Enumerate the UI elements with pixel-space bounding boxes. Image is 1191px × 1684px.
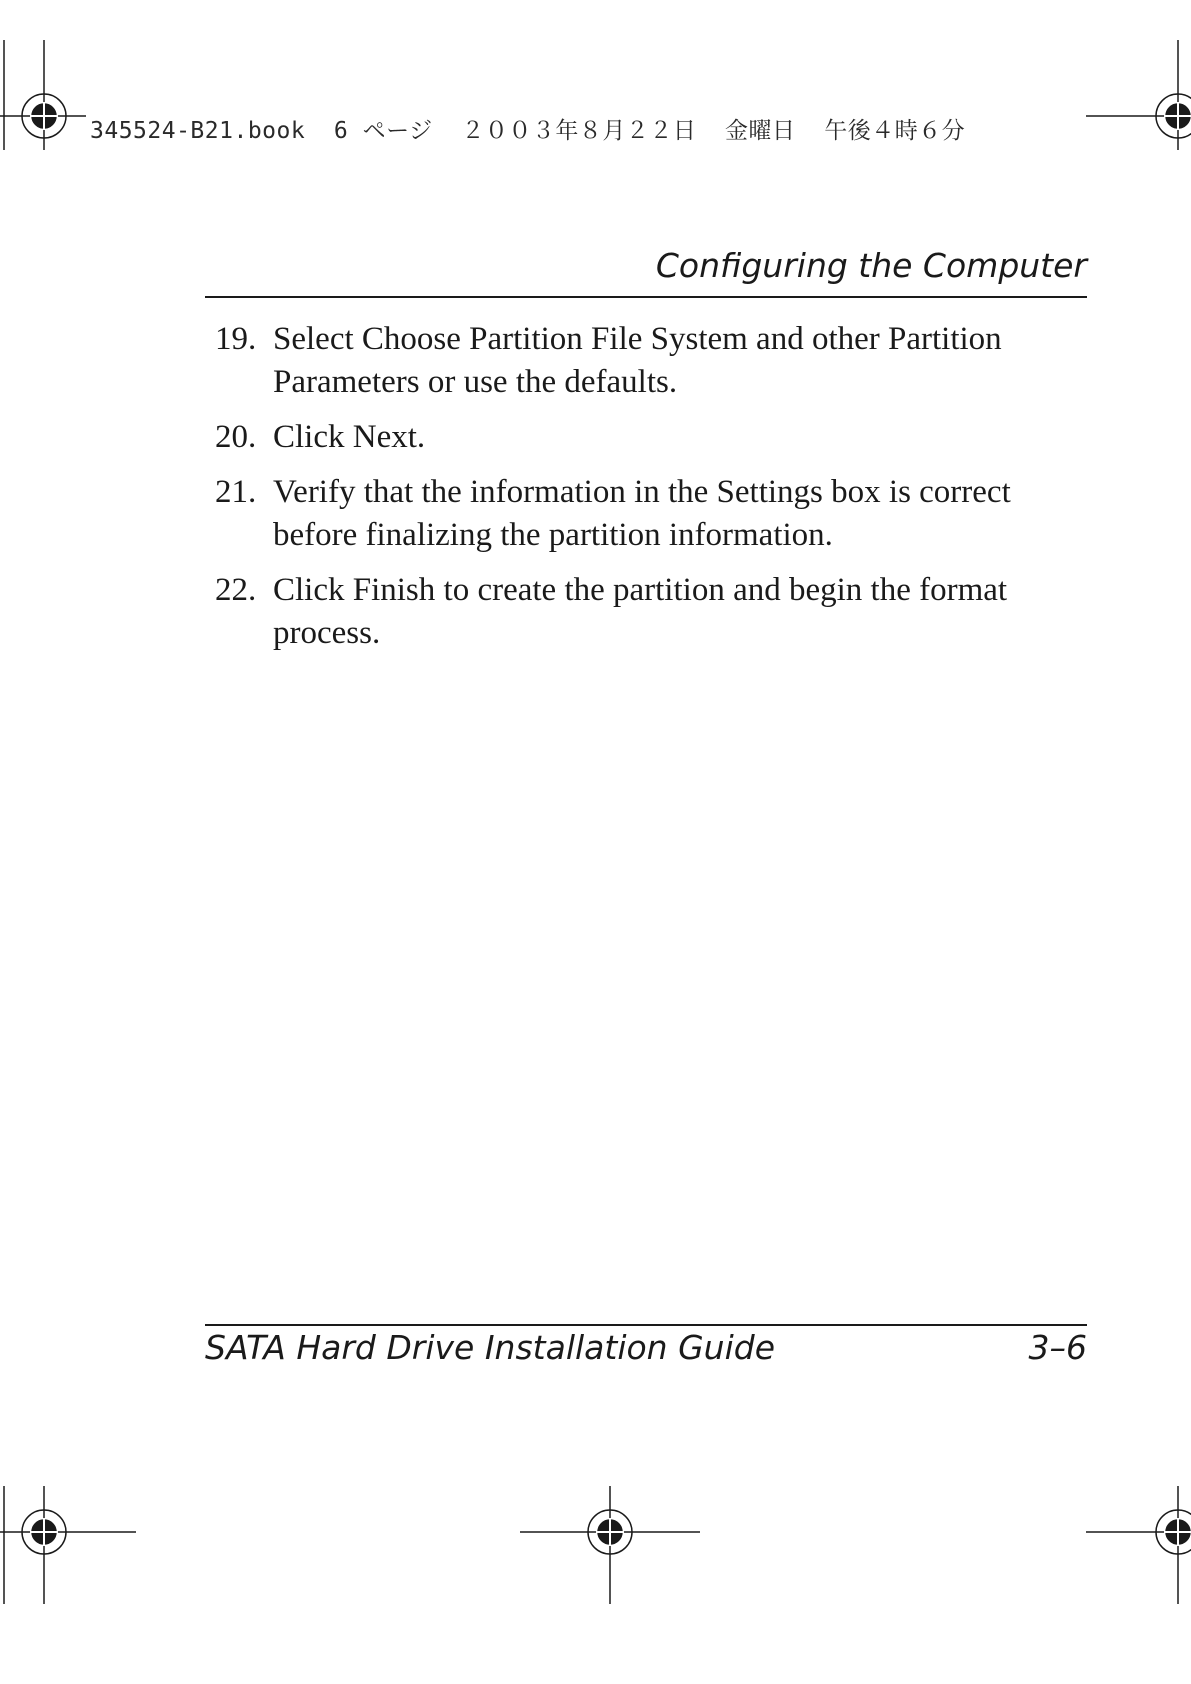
step-text: Select Choose Partition File System and other Partition Parameters or use the defaults. bbox=[273, 321, 1002, 400]
registration-mark-icon-top-right bbox=[1086, 40, 1191, 150]
step-text: Verify that the information in the Settings box is correct before finalizing the partition information. bbox=[273, 474, 1011, 553]
step-number: 21. bbox=[215, 474, 257, 510]
step-text: Click Finish to create the partition and begin the format process. bbox=[273, 572, 1008, 651]
list-item-step-21 bbox=[205, 471, 1065, 557]
step-text: Click Next. bbox=[273, 419, 426, 455]
running-head: Configuring the Computer bbox=[655, 246, 1087, 285]
step-list bbox=[205, 318, 1065, 667]
footer-rule bbox=[205, 1324, 1087, 1326]
list-item-step-22 bbox=[205, 569, 1065, 655]
registration-mark-icon-bottom-center bbox=[520, 1486, 700, 1604]
registration-mark-icon-top-left bbox=[0, 40, 86, 150]
step-number: 20. bbox=[215, 419, 257, 455]
list-item-step-19 bbox=[205, 318, 1065, 404]
registration-mark-icon-bottom-left bbox=[0, 1486, 136, 1604]
step-number: 19. bbox=[215, 321, 257, 357]
list-item-step-20 bbox=[205, 416, 1065, 459]
print-slug: 345524-B21.book 6 ページ ２００３年８月２２日 金曜日 午後４時６分 bbox=[90, 118, 966, 144]
page-number: 3–6 bbox=[1028, 1328, 1087, 1367]
step-number: 22. bbox=[215, 572, 257, 608]
footer-title: SATA Hard Drive Installation Guide bbox=[205, 1328, 775, 1367]
registration-mark-icon-bottom-right bbox=[1086, 1486, 1191, 1604]
header-rule bbox=[205, 296, 1087, 298]
